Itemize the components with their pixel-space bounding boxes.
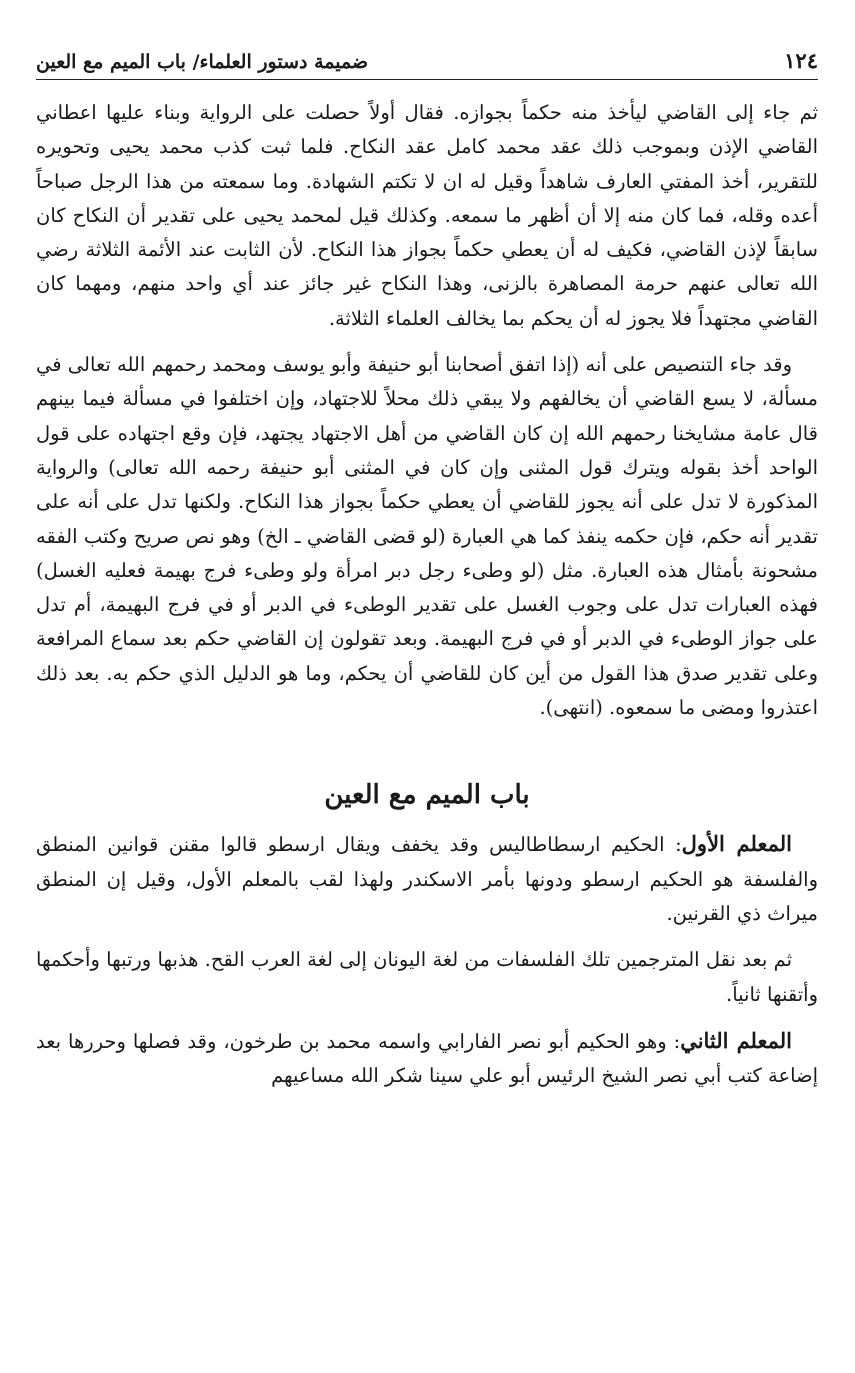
- book-page: [36, 48, 818, 1093]
- running-head-title: ضميمة دستور العلماء/ باب الميم مع العين: [36, 51, 369, 73]
- entry-first-teacher: [36, 827, 818, 931]
- entry-text-first-teacher: : الحكيم ارسطاطاليس وقد يخفف ويقال ارسطو قالوا مقنن قوانين المنطق والفلسفة هو الحكيم ارسطو ودونها بأمر الاسكندر ولهذا لقب بالمعلم الأول، وقيل إن المنطق ميراث ذي القرنين.: [36, 833, 818, 925]
- section-heading: باب الميم مع العين: [324, 780, 530, 811]
- entry-term-second-teacher: المعلم الثاني: [680, 1027, 792, 1053]
- entry-first-teacher-continued: ثم بعد نقل المترجمين تلك الفلسفات من لغة اليونان إلى لغة العرب القح. هذبها ورتبها وأحكمها وأتقنها ثانياً.: [36, 948, 818, 1006]
- running-head: [36, 48, 818, 80]
- entry-text-second-teacher: : وهو الحكيم أبو نصر الفارابي واسمه محمد بن طرخون، وقد فصلها وحررها بعد إضاعة كتب أبي نصر الشيخ الرئيس أبو علي سينا شكر الله مساعيهم: [36, 1029, 818, 1088]
- paragraph-1: ثم جاء إلى القاضي ليأخذ منه حكماً بجوازه. فقال أولاً حصلت على الرواية وبناء عليها اعطاني القاضي الإذن وبموجب ذلك عقد محمد كامل عقد النكاح. فلما ثبت كذب محمد يحيى وتحويره للتقرير، أخذ المفتي العارف شاهداً وقيل له ان لا تكتم الشهادة. وما سمعته من هذا الرجل صباحاً أعده وقله، فما كان منه إلا أن أظهر ما سمعه. وكذلك قيل لمحمد يحيى على تقدير أن النكاح كان سابقاً لإذن القاضي، فكيف له أن يعطي حكماً بجواز هذا النكاح. لأن الثابت عند الأئمة الثلاثة رضي الله تعالى عنهم حرمة المصاهرة بالزنى، وهذا النكاح غير جائز عند أي واحد منهم، ومهما كان القاضي مجتهداً فلا يجوز له أن يحكم بما يخالف العلماء الثلاثة.: [36, 101, 818, 330]
- entry-term-first-teacher: المعلم الأول: [681, 831, 792, 857]
- paragraph-2: وقد جاء التنصيص على أنه (إذا اتفق أصحابنا أبو حنيفة وأبو يوسف ومحمد رحمهم الله تعالى في مسألة، لا يسع القاضي أن يخالفهم ولا يبقي ذلك محلاً للاجتهاد، وإن اختلفوا في مسألة فيما بينهم قال عامة مشايخنا رحمهم الله إن كان القاضي من أهل الاجتهاد يجتهد، فإن وقع اجتهاده على قول الواحد أخذ بقوله ويترك قول المثنى وإن كان في المثنى أبو حنيفة رحمه الله تعالى) والرواية المذكورة لا تدل على أنه يجوز للقاضي أن يعطي حكماً بجواز هذا النكاح. ولكنها تدل على أنه على تقدير أنه حكم، فإن حكمه ينفذ كما هي العبارة (لو قضى القاضي ـ الخ) وهو نص صريح وكتب الفقه مشحونة بأمثال هذه العبارة. مثل (لو وطىء رجل دبر امرأة ولو وطىء فرج بهيمة فعليه الغسل) فهذه العبارات تدل على وجوب الغسل على تقدير الوطىء في الدبر أو في فرج البهيمة، أم تدل على جواز الوطىء في الدبر أو في فرج البهيمة. وبعد تقولون إن القاضي حكم بعد سماع المرافعة وعلى تقدير صدق هذا القول من أين كان للقاضي أن يحكم، وما هو الدليل الذي حكم به. بعد ذلك اعتذروا ومضى ما سمعوه. (انتهى).: [36, 353, 818, 720]
- entry-second-teacher: [36, 1024, 818, 1094]
- page-number: ١٢٤: [784, 48, 818, 73]
